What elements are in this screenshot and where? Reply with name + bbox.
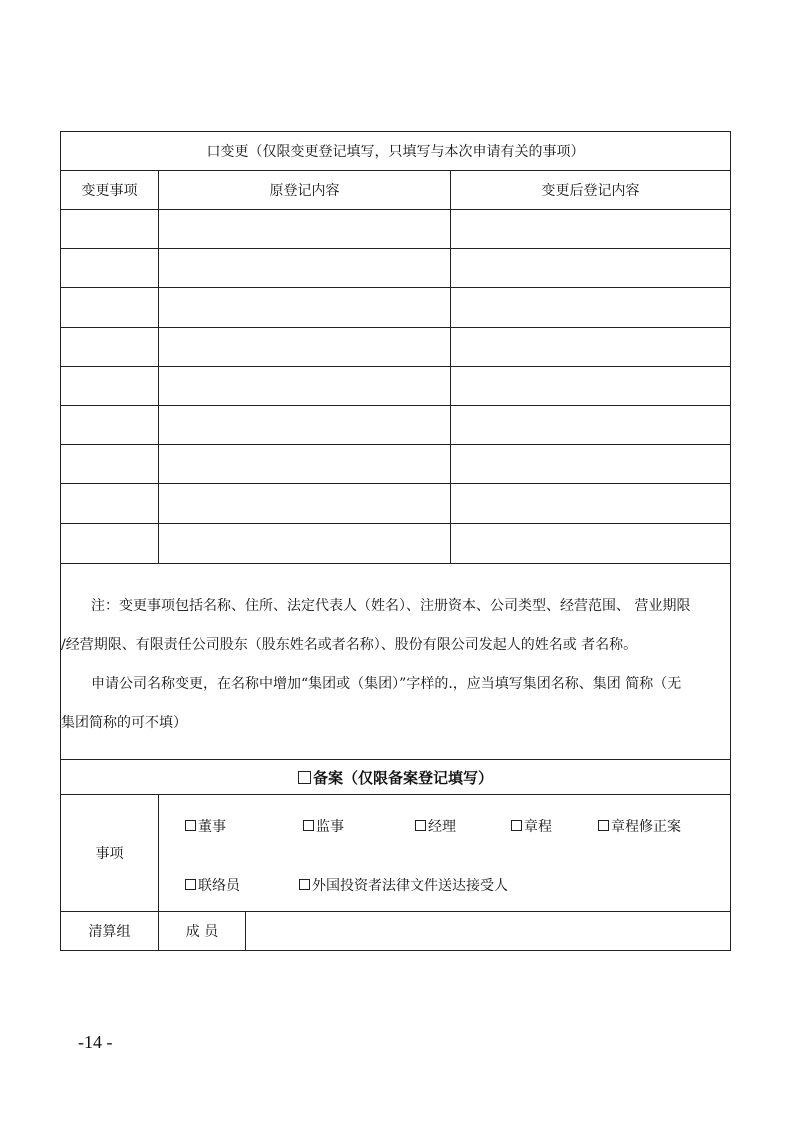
column-header-new-content: 变更后登记内容	[541, 183, 640, 199]
option-label: 外国投资者法律文件送达接受人	[312, 878, 508, 894]
filing-title-text: 备案（仅限备案登记填写）	[312, 768, 493, 787]
checkbox-icon[interactable]	[185, 879, 196, 890]
table-cell[interactable]	[451, 484, 730, 522]
note-line: /经营期限、有限责任公司股东（股东姓名或者名称）、股份有限公司发起人的姓名或 者名称。	[61, 637, 638, 653]
registration-form	[60, 131, 731, 951]
filing-items-label: 事项	[95, 846, 124, 862]
liquidation-group-label: 清算组	[88, 924, 131, 940]
table-cell[interactable]	[159, 328, 450, 366]
change-note	[61, 593, 732, 737]
table-cell[interactable]	[61, 406, 158, 444]
table-cell[interactable]	[451, 328, 730, 366]
checkbox-icon[interactable]	[299, 879, 310, 890]
table-cell[interactable]	[451, 288, 730, 326]
checkbox-icon[interactable]	[415, 820, 426, 831]
table-cell[interactable]	[451, 210, 730, 248]
table-cell[interactable]	[61, 367, 158, 405]
note-line: 注：变更事项包括名称、住所、法定代表人（姓名）、注册资本、公司类型、经营范围、 营业期限	[91, 598, 691, 614]
divider	[450, 170, 451, 563]
note-line: 集团简称的可不填）	[61, 715, 187, 731]
filing-option-supervisor[interactable]	[303, 816, 344, 836]
table-cell[interactable]	[451, 524, 730, 562]
filing-section-title	[61, 760, 730, 794]
table-cell[interactable]	[159, 445, 450, 483]
divider	[158, 170, 159, 563]
table-cell[interactable]	[159, 288, 450, 326]
table-cell[interactable]	[61, 445, 158, 483]
option-label: 监事	[316, 819, 344, 835]
members-label: 成 员	[185, 924, 219, 940]
table-cell[interactable]	[61, 484, 158, 522]
table-cell[interactable]	[61, 210, 158, 248]
change-section-title: 口变更（仅限变更登记填写，只填写与本次申请有关的事项）	[206, 144, 585, 160]
option-label: 章程	[524, 819, 552, 835]
filing-option-articles-amendment[interactable]	[598, 816, 681, 836]
option-label: 经理	[428, 819, 456, 835]
filing-option-liaison[interactable]	[185, 875, 240, 895]
table-cell[interactable]	[159, 249, 450, 287]
table-cell[interactable]	[159, 367, 450, 405]
column-header-original-content: 原登记内容	[269, 183, 340, 199]
table-cell[interactable]	[61, 288, 158, 326]
checkbox-icon[interactable]	[511, 820, 522, 831]
page-number: -14 -	[78, 1032, 113, 1052]
table-cell[interactable]	[159, 406, 450, 444]
checkbox-icon[interactable]	[185, 820, 196, 831]
divider	[61, 563, 730, 564]
table-cell[interactable]	[61, 328, 158, 366]
members-field[interactable]	[246, 912, 730, 950]
table-cell[interactable]	[61, 249, 158, 287]
note-line: 申请公司名称变更，在名称中增加“集团或（集团）”字样的.，应当填写集团名称、集团 简称（无	[91, 676, 682, 692]
table-cell[interactable]	[451, 406, 730, 444]
table-cell[interactable]	[159, 210, 450, 248]
table-cell[interactable]	[159, 484, 450, 522]
table-cell[interactable]	[451, 249, 730, 287]
checkbox-icon[interactable]	[598, 820, 609, 831]
filing-option-director[interactable]	[185, 816, 226, 836]
filing-option-legal-documents-receiver[interactable]	[299, 875, 508, 895]
checkbox-icon[interactable]	[303, 820, 314, 831]
table-cell[interactable]	[61, 524, 158, 562]
table-cell[interactable]	[451, 445, 730, 483]
column-header-change-item: 变更事项	[81, 183, 138, 199]
divider	[61, 794, 730, 795]
option-label: 董事	[198, 819, 226, 835]
checkbox-icon[interactable]	[298, 771, 311, 784]
table-cell[interactable]	[451, 367, 730, 405]
option-label: 章程修正案	[611, 819, 681, 835]
filing-option-articles[interactable]	[511, 816, 552, 836]
option-label: 联络员	[198, 878, 240, 894]
table-cell[interactable]	[159, 524, 450, 562]
filing-option-manager[interactable]	[415, 816, 456, 836]
